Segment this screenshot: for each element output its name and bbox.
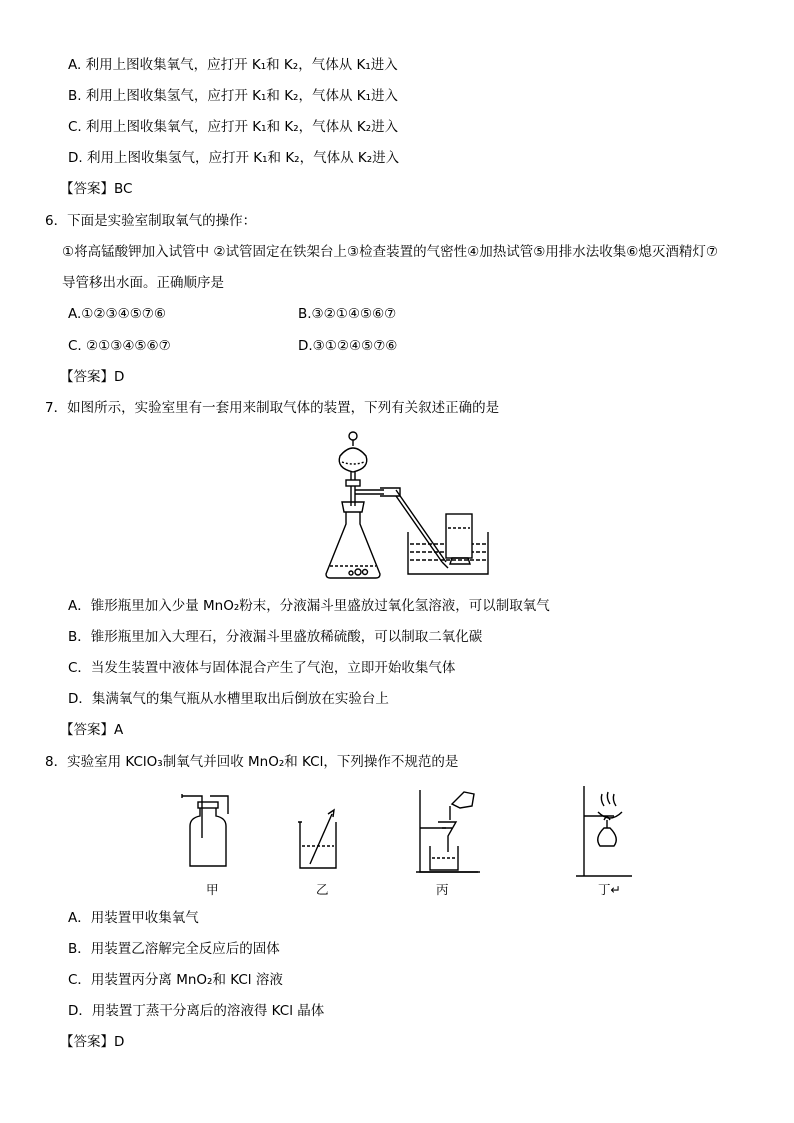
apparatus-label-yi: 乙 xyxy=(316,882,329,897)
q5-answer: 【答案】BC xyxy=(60,181,133,197)
q5-option-c: C. 利用上图收集氧气，应打开 K₁和 K₂，气体从 K₂进入 xyxy=(68,119,399,135)
q6-steps-line1: ①将高锰酸钾加入试管中 ②试管固定在铁架台上③检查装置的气密性④加热试管⑤用排水法收集⑥熄灭酒精灯⑦ xyxy=(62,244,719,260)
q6-option-a: A.①②③④⑤⑦⑥ xyxy=(68,306,167,322)
apparatus-jia-figure xyxy=(180,790,240,874)
q6-option-c: C. ②①③④⑤⑥⑦ xyxy=(68,338,171,354)
q5-option-d: D. 利用上图收集氢气，应打开 K₁和 K₂，气体从 K₂进入 xyxy=(68,150,400,166)
apparatus-ding-figure xyxy=(574,784,644,884)
q6-answer: 【答案】D xyxy=(60,369,125,385)
q6-option-b: B.③②①④⑤⑥⑦ xyxy=(298,306,397,322)
q7-option-b: B．锥形瓶里加入大理石，分液漏斗里盛放稀硫酸，可以制取二氧化碳 xyxy=(68,629,483,645)
gas-apparatus-figure xyxy=(318,428,498,592)
q8-option-c: C．用装置丙分离 MnO₂和 KCl 溶液 xyxy=(68,972,283,988)
q8-option-a: A．用装置甲收集氧气 xyxy=(68,910,199,926)
apparatus-label-ding: 丁↵ xyxy=(598,882,621,897)
q8-option-b: B．用装置乙溶解完全反应后的固体 xyxy=(68,941,280,957)
q8-stem: 8．实验室用 KClO₃制氧气并回收 MnO₂和 KCl，下列操作不规范的是 xyxy=(45,754,459,770)
q7-option-a: A．锥形瓶里加入少量 MnO₂粉末，分液漏斗里盛放过氧化氢溶液，可以制取氧气 xyxy=(68,598,550,614)
q5-option-b: B. 利用上图收集氢气，应打开 K₁和 K₂，气体从 K₁进入 xyxy=(68,88,399,104)
q7-stem: 7．如图所示，实验室里有一套用来制取气体的装置，下列有关叙述正确的是 xyxy=(45,400,500,416)
apparatus-yi-figure xyxy=(296,806,346,876)
q5-option-a: A. 利用上图收集氧气，应打开 K₁和 K₂，气体从 K₁进入 xyxy=(68,57,398,73)
q6-steps-line2: 导管移出水面。正确顺序是 xyxy=(62,275,224,291)
q6-stem: 6．下面是实验室制取氧气的操作： xyxy=(45,213,257,229)
apparatus-label-jia: 甲 xyxy=(206,882,219,897)
q7-option-d: D．集满氧气的集气瓶从水槽里取出后倒放在实验台上 xyxy=(68,691,389,707)
q8-answer: 【答案】D xyxy=(60,1034,125,1050)
q7-option-c: C．当发生装置中液体与固体混合产生了气泡，立即开始收集气体 xyxy=(68,660,456,676)
q6-option-d: D.③①②④⑤⑦⑥ xyxy=(298,338,398,354)
apparatus-bing-figure xyxy=(416,788,486,878)
q8-option-d: D．用装置丁蒸干分离后的溶液得 KCl 晶体 xyxy=(68,1003,325,1019)
apparatus-label-bing: 丙 xyxy=(436,882,449,897)
q7-answer: 【答案】A xyxy=(60,722,124,738)
